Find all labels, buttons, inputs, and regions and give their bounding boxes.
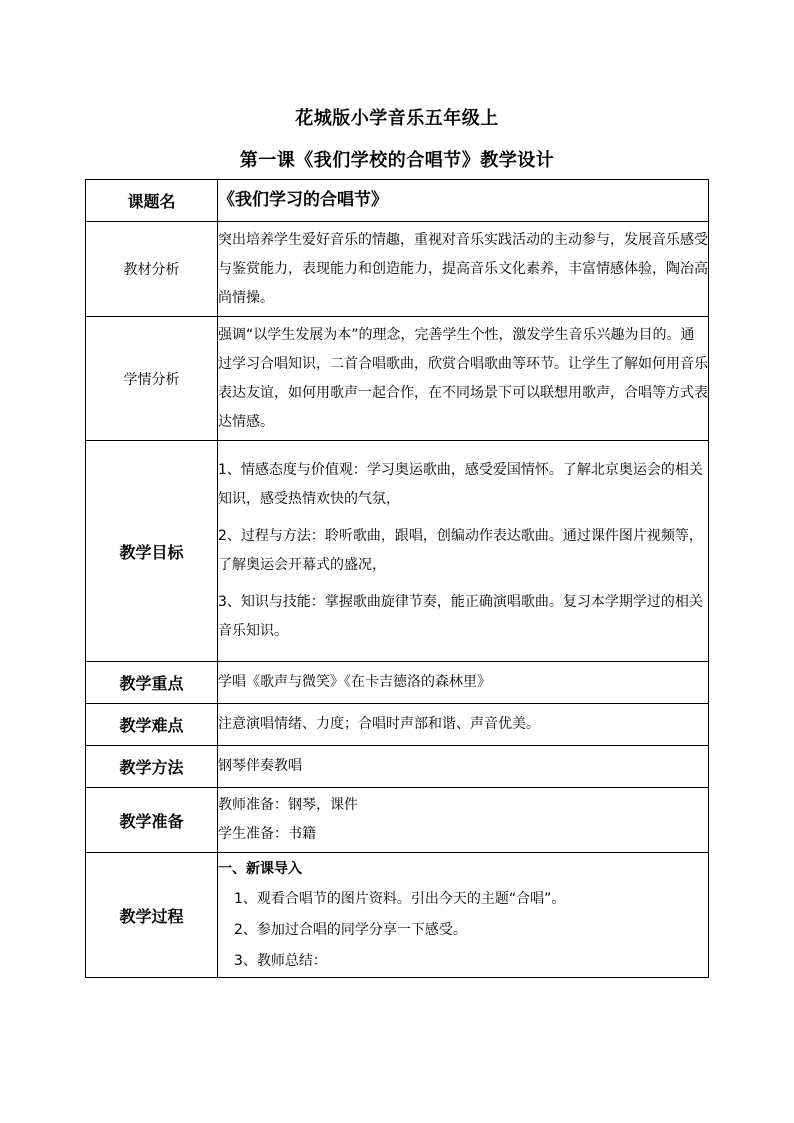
process-item: 1、观看合唱节的图片资料。引出今天的主题“合唱”。 [234,890,566,907]
goals-label: 教学目标 [86,441,218,662]
document-subtitle: 第一课《我们学校的合唱节》教学设计 [239,150,555,171]
process-label: 教学过程 [86,853,218,978]
goal-item: 1、情感态度与价值观：学习奥运歌曲，感受爱国情怀。了解北京奥运会的相关知识，感受热情欢快的气氛， [218,462,703,507]
row-material [86,222,709,317]
process-content [218,853,709,978]
material-text: 突出培养学生爱好音乐的情趣，重视对音乐实践活动的主动参与，发展音乐感受与鉴赏能力，表现能力和创造能力，提高音乐文化素养，丰富情感体验，陶冶高尚情操。 [218,222,709,317]
row-goals [86,441,709,662]
preparation-label: 教学准备 [86,788,218,853]
document-title: 花城版小学音乐五年级上 [295,108,499,129]
students-label: 学情分析 [86,317,218,441]
goal-item: 2、过程与方法：聆听歌曲，跟唱，创编动作表达歌曲。通过课件图片视频等，了解奥运会开幕式的盛况， [218,528,703,573]
row-students [86,317,709,441]
difficulties-label: 教学难点 [86,704,218,746]
row-difficulties [86,704,709,746]
row-topic [86,180,709,222]
preparation-content [218,788,709,853]
material-label: 教材分析 [86,222,218,317]
topic-value: 《我们学习的合唱节》 [218,180,709,222]
process-heading: 一、新课导入 [218,860,302,877]
process-item: 3、教师总结： [234,952,327,969]
student-preparation: 学生准备：书籍 [218,826,316,842]
row-preparation [86,788,709,853]
key-points-label: 教学重点 [86,662,218,704]
teacher-preparation: 教师准备：钢琴，课件 [218,797,358,813]
method-label: 教学方法 [86,746,218,788]
lesson-plan-table [85,179,709,978]
students-text: 强调“以学生发展为本”的理念，完善学生个性，激发学生音乐兴趣为目的。通过学习合唱知识，二首合唱歌曲，欣赏合唱歌曲等环节。让学生了解如何用音乐表达友谊，如何用歌声一起合作，在不同场景下可以联想用歌声，合唱等方式表达情感。 [218,317,709,441]
row-process [86,853,709,978]
key-points-text: 学唱《歌声与微笑》《在卡吉德洛的森林里》 [218,662,709,704]
goal-item: 3、知识与技能：掌握歌曲旋律节奏，能正确演唱歌曲。复习本学期学过的相关音乐知识。 [218,594,703,639]
goals-content [218,441,709,662]
process-item: 2、参加过合唱的同学分享一下感受。 [234,921,467,938]
method-text: 钢琴伴奏教唱 [218,746,709,788]
difficulties-text: 注意演唱情绪、力度；合唱时声部和谐、声音优美。 [218,704,709,746]
topic-label: 课题名 [86,180,218,222]
row-key-points [86,662,709,704]
row-method [86,746,709,788]
